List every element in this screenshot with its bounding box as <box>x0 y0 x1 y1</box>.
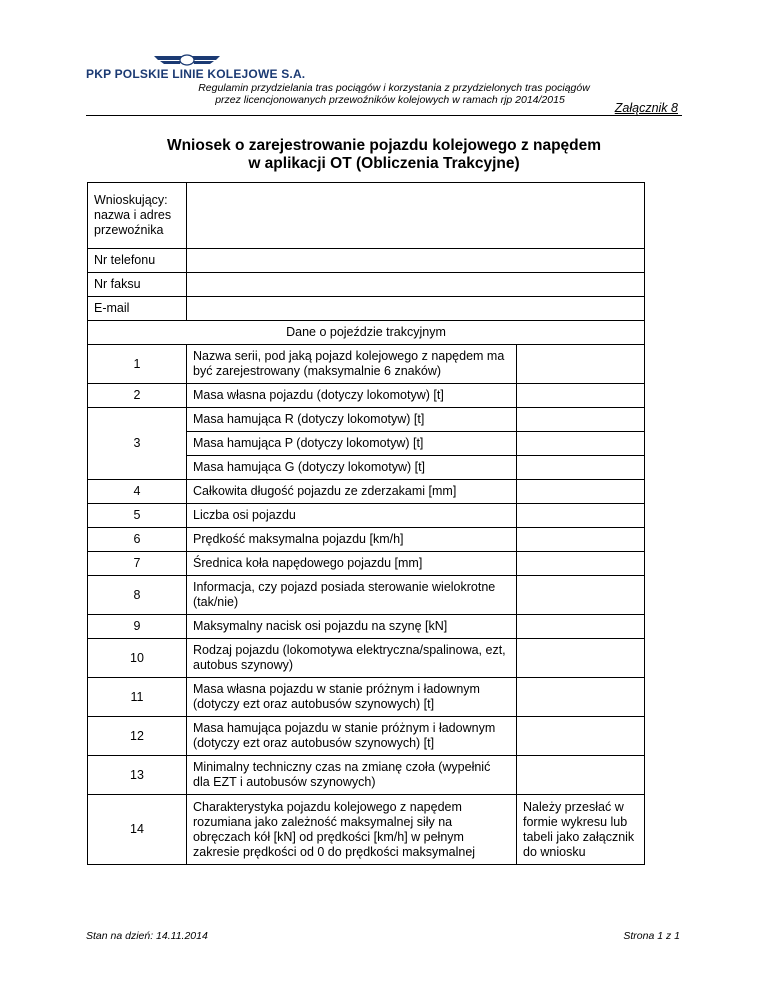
row-value-field[interactable] <box>517 576 645 615</box>
row-label: Masa hamująca R (dotyczy lokomotyw) [t] <box>187 408 517 432</box>
applicant-name-field[interactable] <box>187 183 645 249</box>
row-number: 1 <box>88 345 187 384</box>
row-number: 13 <box>88 756 187 795</box>
row-label: Minimalny techniczny czas na zmianę czoła (wypełnić dla EZT i autobusów szynowych) <box>187 756 517 795</box>
email-field[interactable] <box>187 297 645 321</box>
table-row <box>88 795 645 865</box>
row-value-field[interactable] <box>517 384 645 408</box>
row-value-field[interactable] <box>517 345 645 384</box>
phone-row <box>88 249 645 273</box>
row-value-field[interactable] <box>517 756 645 795</box>
table-row <box>88 576 645 615</box>
table-row <box>88 615 645 639</box>
row-value-field[interactable] <box>517 432 645 456</box>
row-label: Masa hamująca P (dotyczy lokomotyw) [t] <box>187 432 517 456</box>
fax-field[interactable] <box>187 273 645 297</box>
row-number: 12 <box>88 717 187 756</box>
row-number: 9 <box>88 615 187 639</box>
fax-label: Nr faksu <box>88 273 187 297</box>
row-value-field[interactable] <box>517 639 645 678</box>
footer-date: Stan na dzień: 14.11.2014 <box>86 930 208 942</box>
row-number: 14 <box>88 795 187 865</box>
table-row <box>88 717 645 756</box>
regulation-line-2: przez licencjonowanych przewoźników kolejowych w ramach rjp 2014/2015 <box>215 94 565 106</box>
row-label: Masa własna pojazdu w stanie próżnym i ładownym (dotyczy ezt oraz autobusów szynowych) [t] <box>187 678 517 717</box>
row-label: Średnica koła napędowego pojazdu [mm] <box>187 552 517 576</box>
table-row <box>88 480 645 504</box>
row-value-field[interactable] <box>517 504 645 528</box>
row-value-field[interactable] <box>517 528 645 552</box>
row-number: 3 <box>88 408 187 480</box>
plk-wings-icon <box>152 52 222 68</box>
row-number: 7 <box>88 552 187 576</box>
row-number: 6 <box>88 528 187 552</box>
row-value-field[interactable] <box>517 456 645 480</box>
row-value-field[interactable] <box>517 615 645 639</box>
table-row <box>88 345 645 384</box>
row-label: Prędkość maksymalna pojazdu [km/h] <box>187 528 517 552</box>
row-number: 8 <box>88 576 187 615</box>
row-value-field[interactable] <box>517 717 645 756</box>
table-row <box>88 639 645 678</box>
table-row <box>88 384 645 408</box>
table-row <box>88 528 645 552</box>
table-row <box>88 678 645 717</box>
table-row <box>88 552 645 576</box>
applicant-name-row <box>88 183 645 249</box>
row-value-field[interactable] <box>517 408 645 432</box>
form-title-line-1: Wniosek o zarejestrowanie pojazdu kolejowego z napędem <box>166 137 602 154</box>
row-label: Masa hamująca G (dotyczy lokomotyw) [t] <box>187 456 517 480</box>
phone-label: Nr telefonu <box>88 249 187 273</box>
table-row <box>88 756 645 795</box>
phone-field[interactable] <box>187 249 645 273</box>
row-label: Maksymalny nacisk osi pojazdu na szynę [kN] <box>187 615 517 639</box>
row-label: Masa hamująca pojazdu w stanie próżnym i ładownym (dotyczy ezt oraz autobusów szynowych) [t] <box>187 717 517 756</box>
email-label: E-mail <box>88 297 187 321</box>
footer-page-number: Strona 1 z 1 <box>623 930 680 942</box>
row-number: 2 <box>88 384 187 408</box>
application-form-table <box>87 182 645 865</box>
section-header-row <box>88 321 645 345</box>
attachment-label: Załącznik 8 <box>614 101 678 115</box>
fax-row <box>88 273 645 297</box>
row-label: Charakterystyka pojazdu kolejowego z napędem rozumiana jako zależność maksymalnej siły na obręczach kół [kN] od prędkości [km/h] w pełnym zakresie prędkości od 0 do prędkości maksymalnej <box>187 795 517 865</box>
row-number: 4 <box>88 480 187 504</box>
row-value-field[interactable] <box>517 678 645 717</box>
company-logo <box>86 52 306 82</box>
row-number: 11 <box>88 678 187 717</box>
row-label: Masa własna pojazdu (dotyczy lokomotyw) [t] <box>187 384 517 408</box>
row-number: 5 <box>88 504 187 528</box>
section-header: Dane o pojeździe trakcyjnym <box>88 321 645 345</box>
row-value-field[interactable] <box>517 552 645 576</box>
form-title-line-2: w aplikacji OT (Obliczenia Trakcyjne) <box>248 155 520 172</box>
row-label: Nazwa serii, pod jaką pojazd kolejowego z napędem ma być zarejestrowany (maksymalnie 6 znaków) <box>187 345 517 384</box>
applicant-name-label: Wnioskujący: nazwa i adres przewoźnika <box>88 183 187 249</box>
row-label: Liczba osi pojazdu <box>187 504 517 528</box>
table-row <box>88 408 645 432</box>
row-label: Rodzaj pojazdu (lokomotywa elektryczna/spalinowa, ezt, autobus szynowy) <box>187 639 517 678</box>
row-number: 10 <box>88 639 187 678</box>
row-value-field[interactable] <box>517 480 645 504</box>
regulation-line-1: Regulamin przydzielania tras pociągów i korzystania z przydzielonych tras pociągów <box>198 82 590 94</box>
table-row <box>88 504 645 528</box>
row-label: Informacja, czy pojazd posiada sterowanie wielokrotne (tak/nie) <box>187 576 517 615</box>
row-value-note: Należy przesłać w formie wykresu lub tabeli jako załącznik do wniosku <box>517 795 645 865</box>
email-row <box>88 297 645 321</box>
row-label: Całkowita długość pojazdu ze zderzakami [mm] <box>187 480 517 504</box>
header-divider <box>86 115 682 116</box>
logo-text: PKP POLSKIE LINIE KOLEJOWE S.A. <box>86 67 306 81</box>
